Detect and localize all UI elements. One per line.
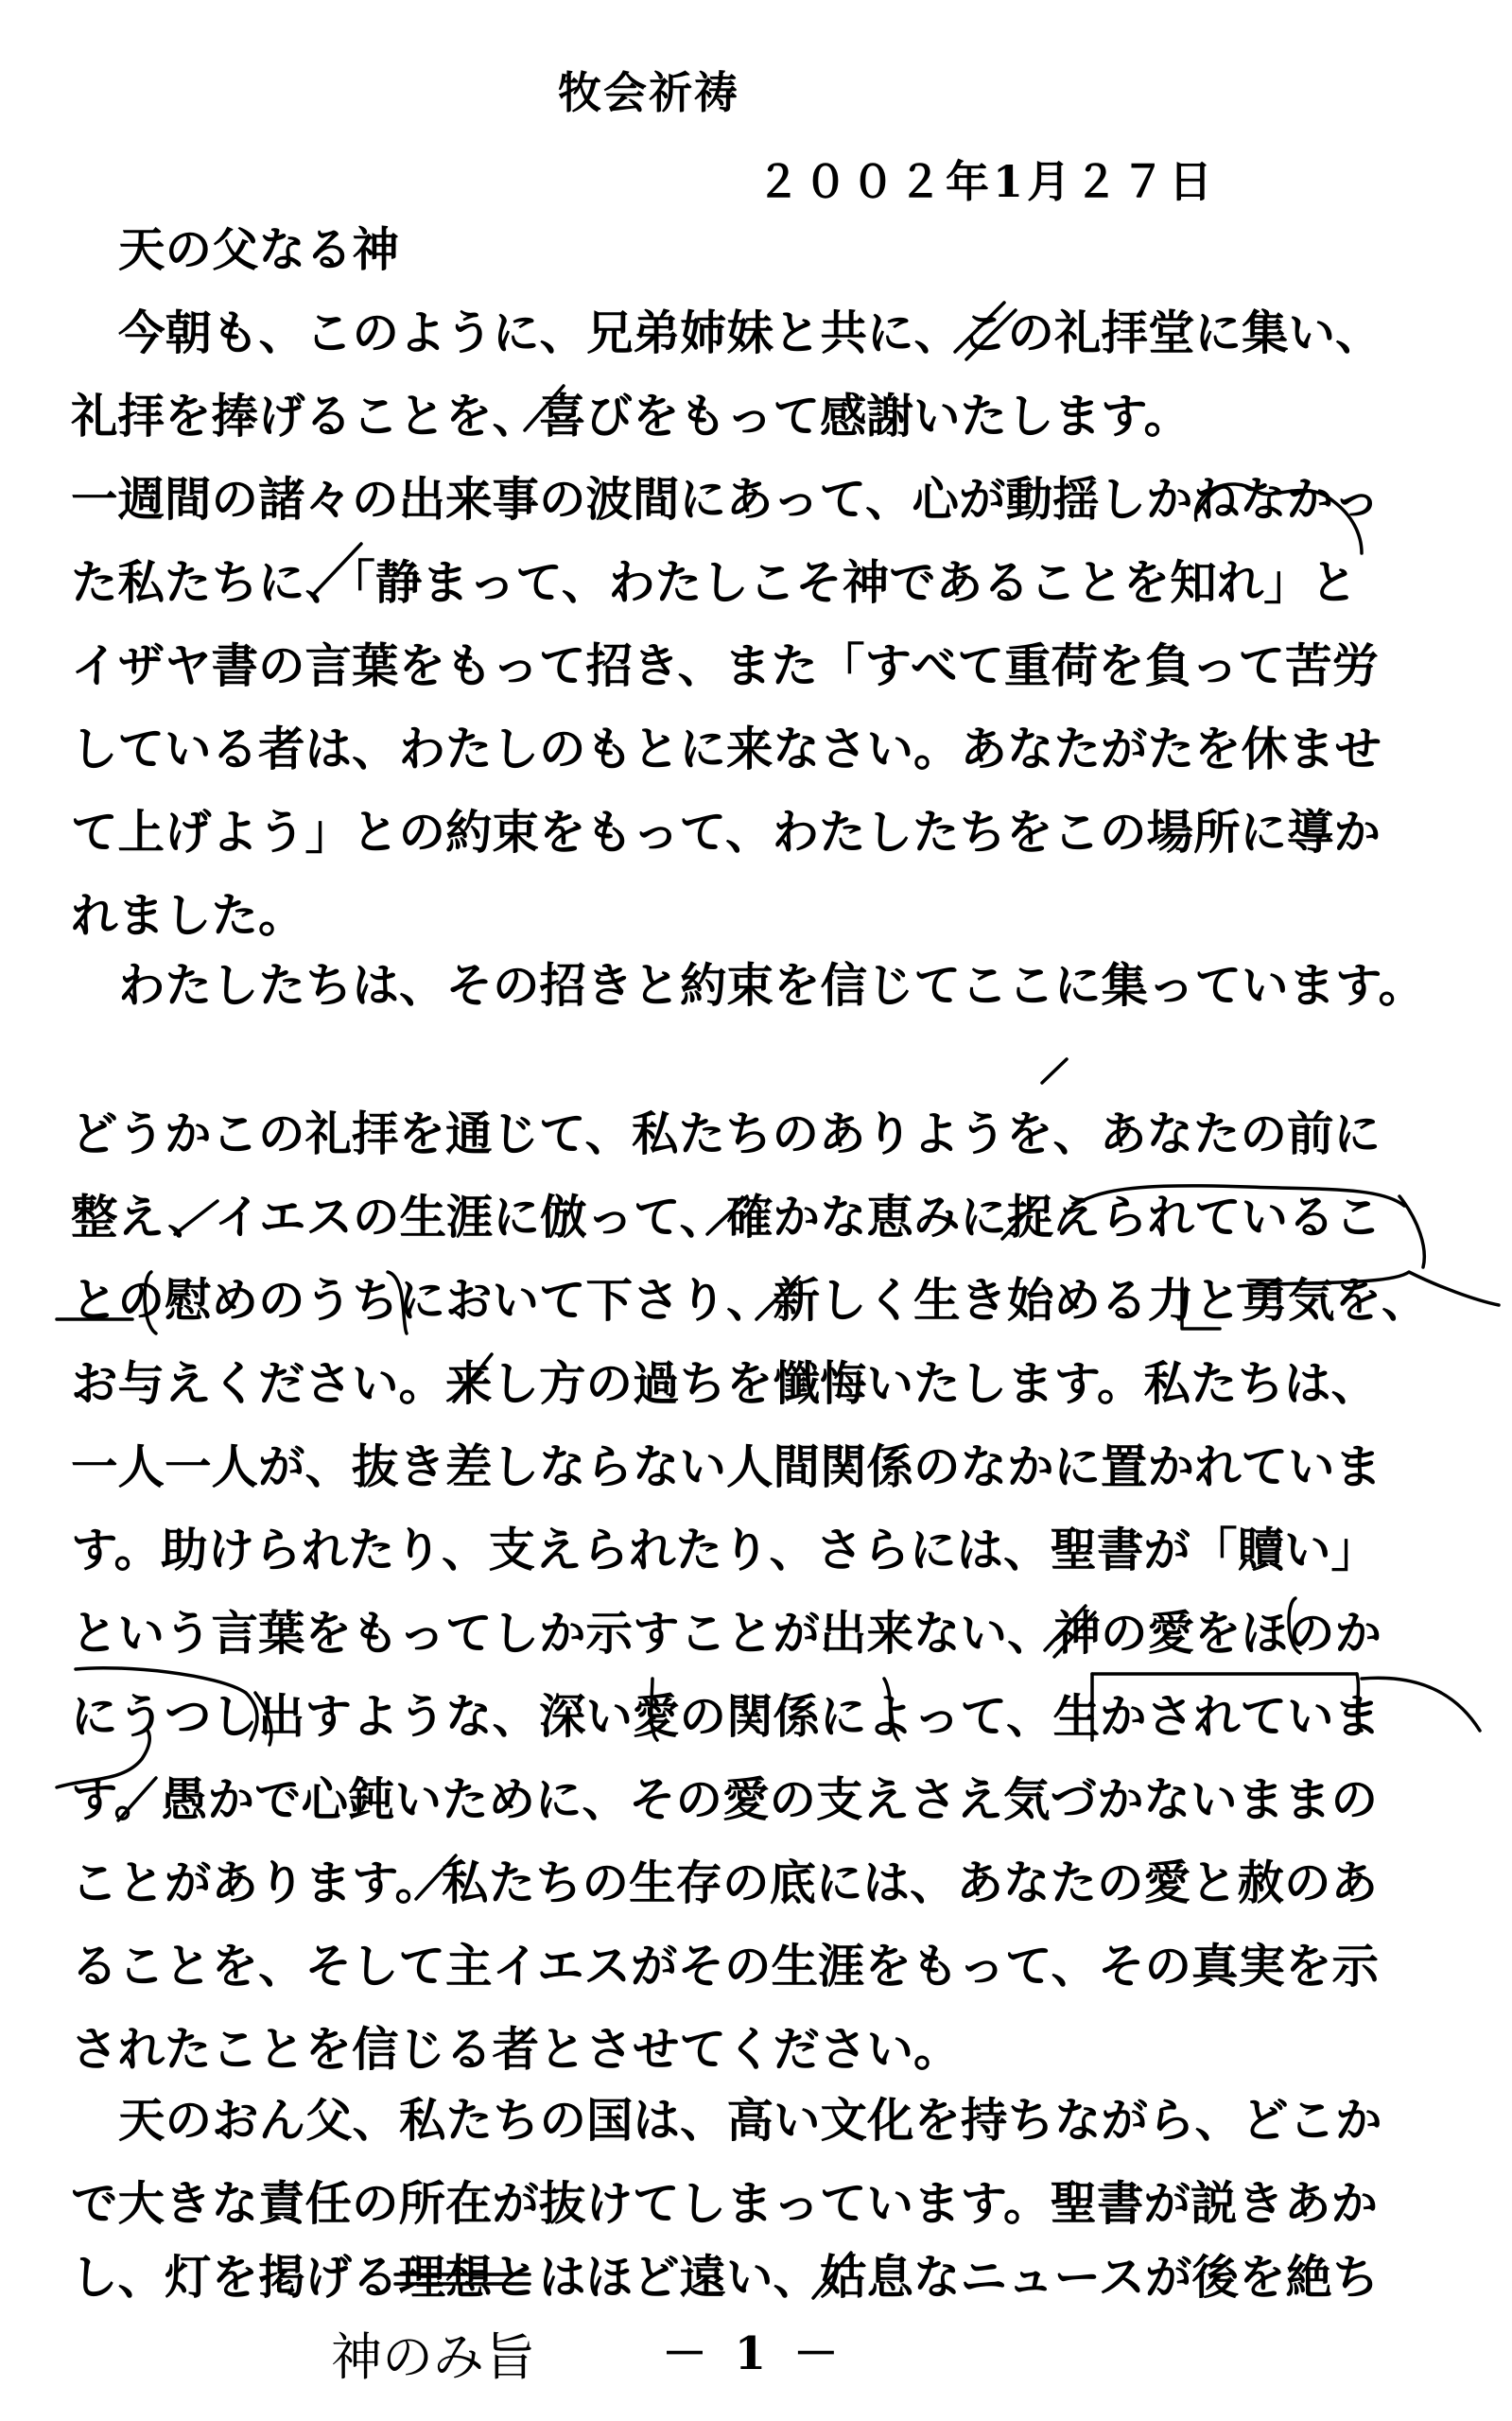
body-line: 今朝も、このように、兄弟姉妹と共に、この礼拝堂に集い、: [118, 305, 1382, 360]
body-line: イザヤ書の言葉をもって招き、また「すべて重荷を負って苦労: [71, 638, 1380, 693]
body-line: ることを、そして主イエスがその生涯をもって、その真実を示: [71, 1939, 1380, 1994]
body-line: にうつし出すような、深い愛の関係によって、生かされていま: [71, 1689, 1382, 1744]
body-line: わたしたちは、その招きと約束を信じてここに集っています。: [118, 958, 1426, 1013]
body-line: 整え、イエスの生涯に倣って、確かな恵みに捉えられているこ: [71, 1190, 1382, 1245]
body-line: す。助けられたり、支えられたり、さらには、聖書が「贖い」: [71, 1523, 1379, 1577]
body-line: 一週間の諸々の出来事の波間にあって、心が動揺しかねなかっ: [71, 472, 1381, 527]
document-title: 牧会祈祷: [558, 67, 739, 118]
body-line: て上げよう」との約束をもって、わたしたちをこの場所に導か: [71, 805, 1382, 860]
body-line: どうかこの礼拝を通じて、私たちのありようを、あなたの前に: [71, 1106, 1382, 1161]
body-line: ことがあります。私たちの生存の底には、あなたの愛と赦のあ: [71, 1855, 1379, 1910]
body-line: 天のおん父、私たちの国は、高い文化を持ちながら、どこか: [118, 2093, 1382, 2148]
body-line: お与えください。来し方の過ちを懺悔いたします。私たちは、: [71, 1356, 1379, 1411]
body-line: 天の父なる神: [118, 222, 399, 277]
body-line: で大きな責任の所在が抜けてしまっています。聖書が説きあか: [71, 2176, 1379, 2231]
body-line: す。愚かで心鈍いために、その愛の支えさえ気づかないままの: [71, 1772, 1379, 1827]
body-line: 一人一人が、抜き差しならない人間関係のなかに置かれていま: [71, 1439, 1382, 1494]
body-line: との慰めのうちにおいて下さり、新しく生き始める力と勇気を、: [71, 1273, 1429, 1328]
body-line: し、灯を掲げる理想とはほど遠い、姑息なニュースが後を絶ち: [71, 2250, 1380, 2305]
body-line: た私たちに、「静まって、わたしこそ神であることを知れ」と: [71, 555, 1358, 610]
pause-mark: [1042, 1059, 1067, 1083]
body-line: れました。: [71, 888, 305, 943]
body-line: されたことを信じる者とさせてください。: [71, 2022, 961, 2077]
page-number: － 1 －: [662, 2327, 844, 2380]
body-line: 礼拝を捧げることを、喜びをもって感謝いたします。: [71, 389, 1191, 444]
bracket-mark: [1399, 1196, 1424, 1267]
body-line: という言葉をもってしか示すことが出来ない、神の愛をほのか: [71, 1606, 1382, 1661]
body-line: している者は、わたしのもとに来なさい。あなたがたを休ませ: [71, 722, 1382, 776]
document-date: ２００２年1月２７日: [756, 156, 1217, 207]
handwritten-note: 神のみ旨: [331, 2327, 535, 2387]
